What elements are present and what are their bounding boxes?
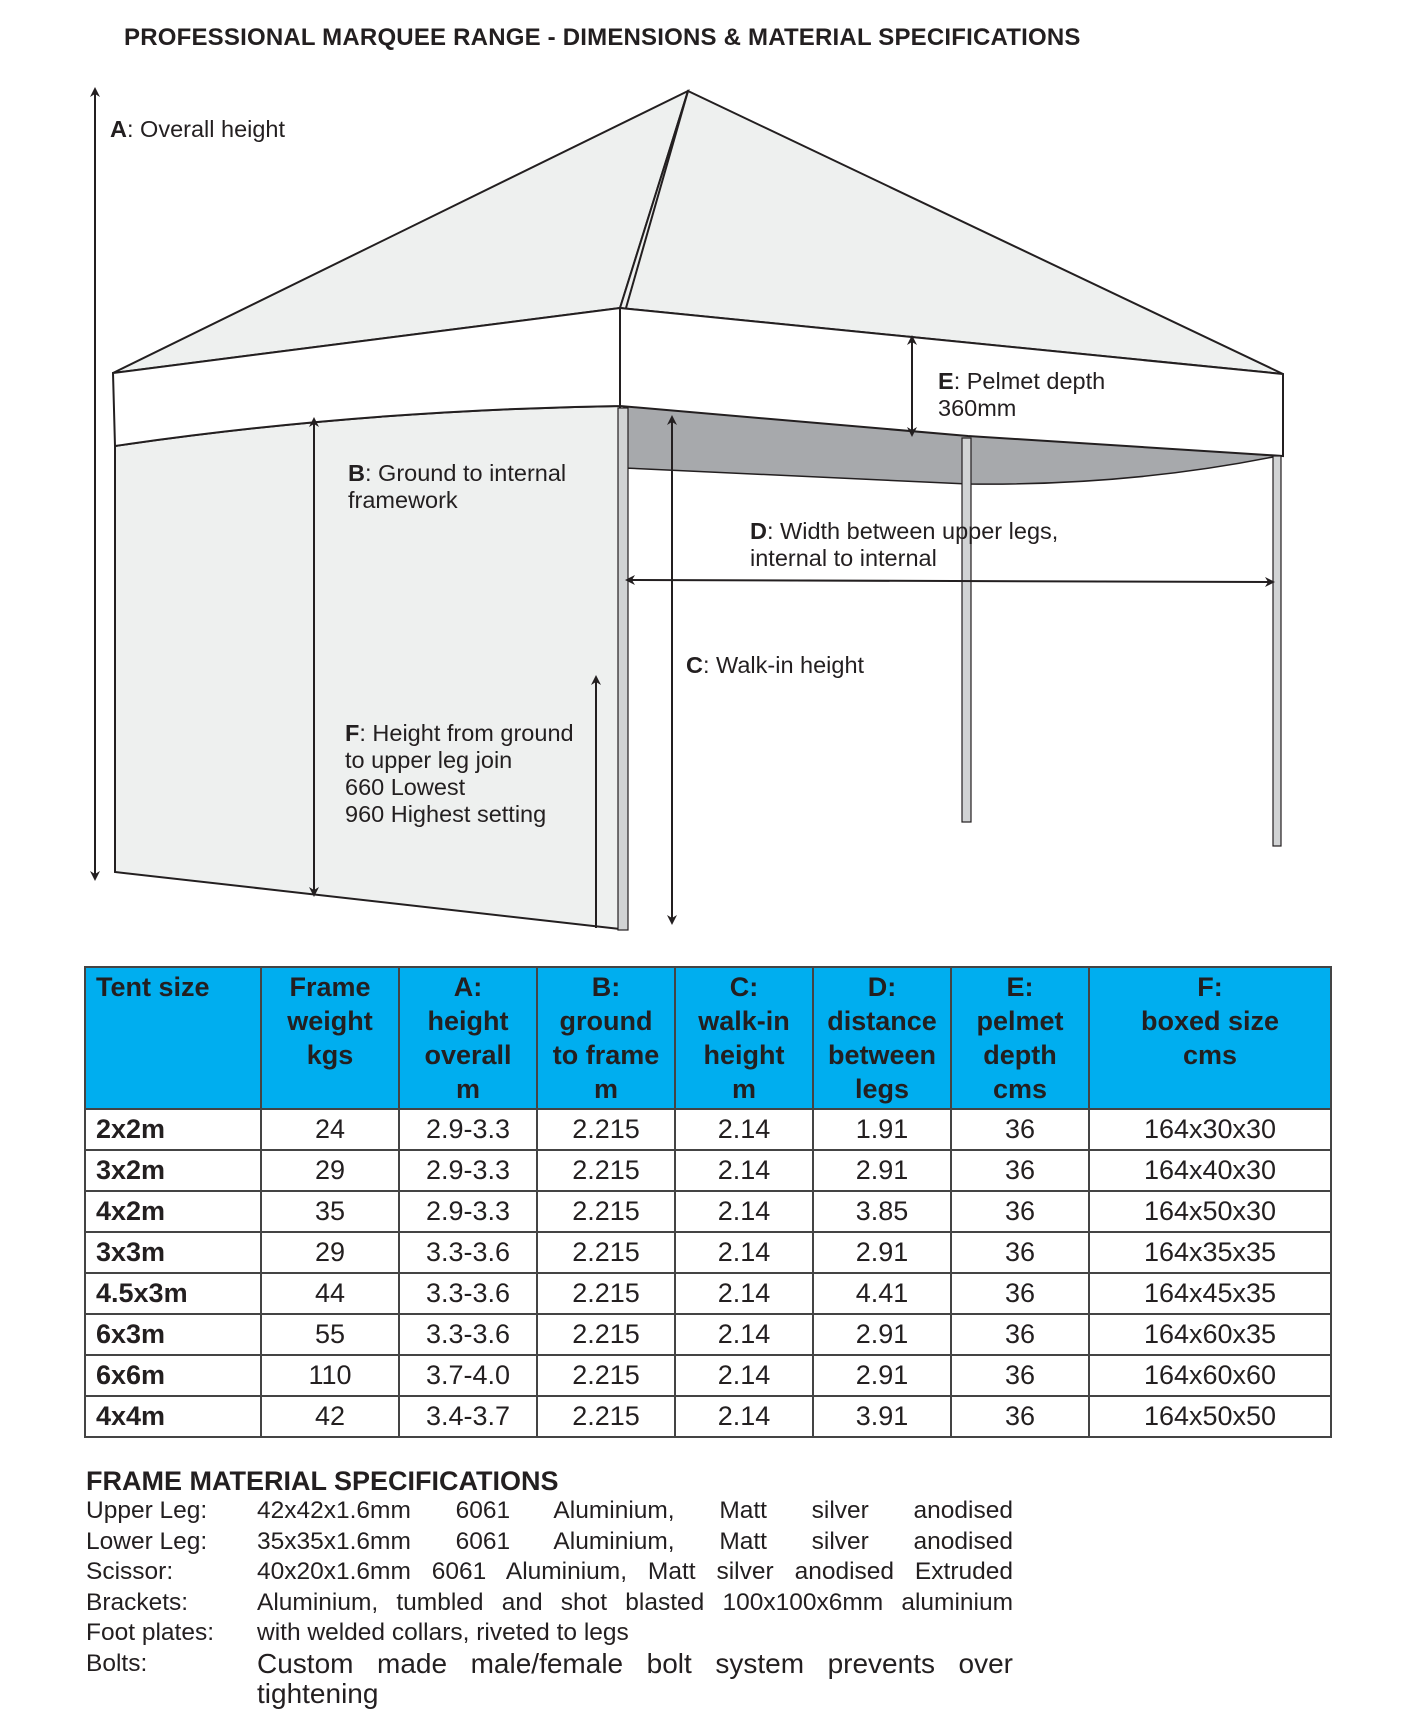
material-line: 40x20x1.6mm 6061 Aluminium, Matt silver anodised Extruded	[257, 1558, 1013, 1585]
cell-height-overall: 2.9-3.3	[399, 1109, 537, 1150]
header-tent-size: Tent size	[85, 967, 261, 1109]
cell-ground-to-frame: 2.215	[537, 1314, 675, 1355]
material-line: Aluminium, tumbled and shot blasted 100x100x6mm aluminium	[257, 1588, 1013, 1616]
label-f	[345, 720, 574, 828]
cell-pelmet-depth: 36	[951, 1355, 1089, 1396]
cell-tent-size: 3x3m	[85, 1232, 261, 1273]
label-c-key: C	[686, 652, 703, 678]
cell-tent-size: 6x6m	[85, 1355, 261, 1396]
cell-height-overall: 3.4-3.7	[399, 1396, 537, 1437]
cell-ground-to-frame: 2.215	[537, 1232, 675, 1273]
table-row	[85, 1273, 1331, 1314]
label-e-key: E	[938, 368, 954, 394]
cell-boxed-size: 164x45x35	[1089, 1273, 1331, 1314]
materials-labels	[86, 1496, 214, 1679]
table-row	[85, 1396, 1331, 1437]
table-row	[85, 1314, 1331, 1355]
table-row	[85, 1109, 1331, 1150]
cell-boxed-size: 164x60x60	[1089, 1355, 1331, 1396]
cell-tent-size: 3x2m	[85, 1150, 261, 1191]
material-line: with welded collars, riveted to legs	[257, 1619, 629, 1646]
cell-walk-in-height: 2.14	[675, 1232, 813, 1273]
label-e-line2: 360mm	[938, 395, 1017, 421]
label-b-line1: : Ground to internal	[364, 460, 567, 486]
dimensions-table	[84, 966, 1332, 1438]
label-c	[686, 652, 864, 679]
cell-ground-to-frame: 2.215	[537, 1355, 675, 1396]
table-row	[85, 1150, 1331, 1191]
cell-tent-size: 2x2m	[85, 1109, 261, 1150]
cell-pelmet-depth: 36	[951, 1109, 1089, 1150]
header-d-distance-between-legs: D: distance between legs	[813, 967, 951, 1109]
label-f-line3: 660 Lowest	[345, 774, 466, 800]
label-a-key: A	[110, 116, 127, 142]
table-row	[85, 1232, 1331, 1273]
cell-pelmet-depth: 36	[951, 1232, 1089, 1273]
cell-frame-weight: 35	[261, 1191, 399, 1232]
label-c-text: : Walk-in height	[702, 652, 865, 678]
material-line: Custom made male/female bolt system prevents over	[257, 1647, 1013, 1679]
cell-pelmet-depth: 36	[951, 1273, 1089, 1314]
cell-frame-weight: 44	[261, 1273, 399, 1314]
cell-ground-to-frame: 2.215	[537, 1191, 675, 1232]
label-d	[750, 518, 1058, 572]
cell-tent-size: 4x4m	[85, 1396, 261, 1437]
table-row	[85, 1355, 1331, 1396]
cell-tent-size: 4.5x3m	[85, 1273, 261, 1314]
material-label-scissor: Scissor:	[86, 1558, 174, 1585]
material-label-foot-plates: Foot plates:	[86, 1619, 215, 1646]
cell-height-overall: 3.3-3.6	[399, 1232, 537, 1273]
cell-height-overall: 2.9-3.3	[399, 1150, 537, 1191]
table-header-row	[85, 967, 1331, 1109]
cell-distance-between-legs: 2.91	[813, 1232, 951, 1273]
cell-walk-in-height: 2.14	[675, 1150, 813, 1191]
material-label-bolts: Bolts:	[86, 1649, 148, 1677]
label-e-line1: : Pelmet depth	[953, 368, 1106, 394]
cell-distance-between-legs: 1.91	[813, 1109, 951, 1150]
cell-distance-between-legs: 3.91	[813, 1396, 951, 1437]
cell-tent-size: 4x2m	[85, 1191, 261, 1232]
label-f-line4: 960 Highest setting	[345, 801, 547, 827]
header-e-pelmet-depth: E: pelmet depth cms	[951, 967, 1089, 1109]
header-a-height-overall: A: height overall m	[399, 967, 537, 1109]
header-f-boxed-size: F: boxed size cms	[1089, 967, 1331, 1109]
material-line: tightening	[257, 1678, 379, 1709]
cell-walk-in-height: 2.14	[675, 1314, 813, 1355]
cell-distance-between-legs: 2.91	[813, 1150, 951, 1191]
material-line: 42x42x1.6mm 6061 Aluminium, Matt silver anodised	[257, 1497, 1013, 1524]
arrow-d-width-between-legs	[630, 580, 1270, 582]
cell-distance-between-legs: 3.85	[813, 1191, 951, 1232]
cell-walk-in-height: 2.14	[675, 1191, 813, 1232]
cell-walk-in-height: 2.14	[675, 1396, 813, 1437]
label-a-text: : Overall height	[126, 116, 286, 142]
cell-frame-weight: 55	[261, 1314, 399, 1355]
cell-walk-in-height: 2.14	[675, 1109, 813, 1150]
label-f-line2: to upper leg join	[345, 747, 513, 773]
cell-pelmet-depth: 36	[951, 1191, 1089, 1232]
cell-ground-to-frame: 2.215	[537, 1109, 675, 1150]
cell-boxed-size: 164x40x30	[1089, 1150, 1331, 1191]
materials-heading: FRAME MATERIAL SPECIFICATIONS	[86, 1466, 559, 1496]
label-d-line2: internal to internal	[750, 545, 937, 571]
label-f-line1: : Height from ground	[359, 720, 574, 746]
header-c-walk-in-height: C: walk-in height m	[675, 967, 813, 1109]
label-d-line1: : Width between upper legs,	[766, 518, 1059, 544]
cell-frame-weight: 110	[261, 1355, 399, 1396]
cell-height-overall: 3.7-4.0	[399, 1355, 537, 1396]
material-label-upper-leg: Upper Leg:	[86, 1497, 208, 1524]
label-e	[938, 368, 1105, 422]
header-b-ground-to-frame: B: ground to frame m	[537, 967, 675, 1109]
cell-height-overall: 3.3-3.6	[399, 1314, 537, 1355]
material-label-brackets: Brackets:	[86, 1588, 189, 1616]
table-row	[85, 1191, 1331, 1232]
label-a	[110, 116, 285, 143]
cell-frame-weight: 29	[261, 1232, 399, 1273]
label-b-key: B	[348, 460, 365, 486]
cell-frame-weight: 29	[261, 1150, 399, 1191]
cell-distance-between-legs: 2.91	[813, 1314, 951, 1355]
cell-frame-weight: 24	[261, 1109, 399, 1150]
cell-height-overall: 2.9-3.3	[399, 1191, 537, 1232]
cell-walk-in-height: 2.14	[675, 1355, 813, 1396]
material-line: 35x35x1.6mm 6061 Aluminium, Matt silver anodised	[257, 1527, 1013, 1555]
cell-boxed-size: 164x50x30	[1089, 1191, 1331, 1232]
cell-pelmet-depth: 36	[951, 1150, 1089, 1191]
cell-height-overall: 3.3-3.6	[399, 1273, 537, 1314]
cell-tent-size: 6x3m	[85, 1314, 261, 1355]
cell-boxed-size: 164x35x35	[1089, 1232, 1331, 1273]
label-d-key: D	[750, 518, 767, 544]
cell-ground-to-frame: 2.215	[537, 1150, 675, 1191]
cell-frame-weight: 42	[261, 1396, 399, 1437]
cell-ground-to-frame: 2.215	[537, 1396, 675, 1437]
label-b-line2: framework	[348, 487, 458, 513]
label-b	[348, 460, 566, 514]
cell-pelmet-depth: 36	[951, 1396, 1089, 1437]
materials-body	[257, 1496, 1013, 1710]
page-title: PROFESSIONAL MARQUEE RANGE - DIMENSIONS & MATERIAL SPECIFICATIONS	[124, 24, 1081, 51]
material-label-lower-leg: Lower Leg:	[86, 1527, 208, 1555]
label-f-key: F	[345, 720, 360, 746]
cell-pelmet-depth: 36	[951, 1314, 1089, 1355]
cell-boxed-size: 164x50x50	[1089, 1396, 1331, 1437]
cell-boxed-size: 164x30x30	[1089, 1109, 1331, 1150]
cell-ground-to-frame: 2.215	[537, 1273, 675, 1314]
cell-distance-between-legs: 4.41	[813, 1273, 951, 1314]
cell-walk-in-height: 2.14	[675, 1273, 813, 1314]
cell-boxed-size: 164x60x35	[1089, 1314, 1331, 1355]
cell-distance-between-legs: 2.91	[813, 1355, 951, 1396]
header-frame-weight: Frame weight kgs	[261, 967, 399, 1109]
